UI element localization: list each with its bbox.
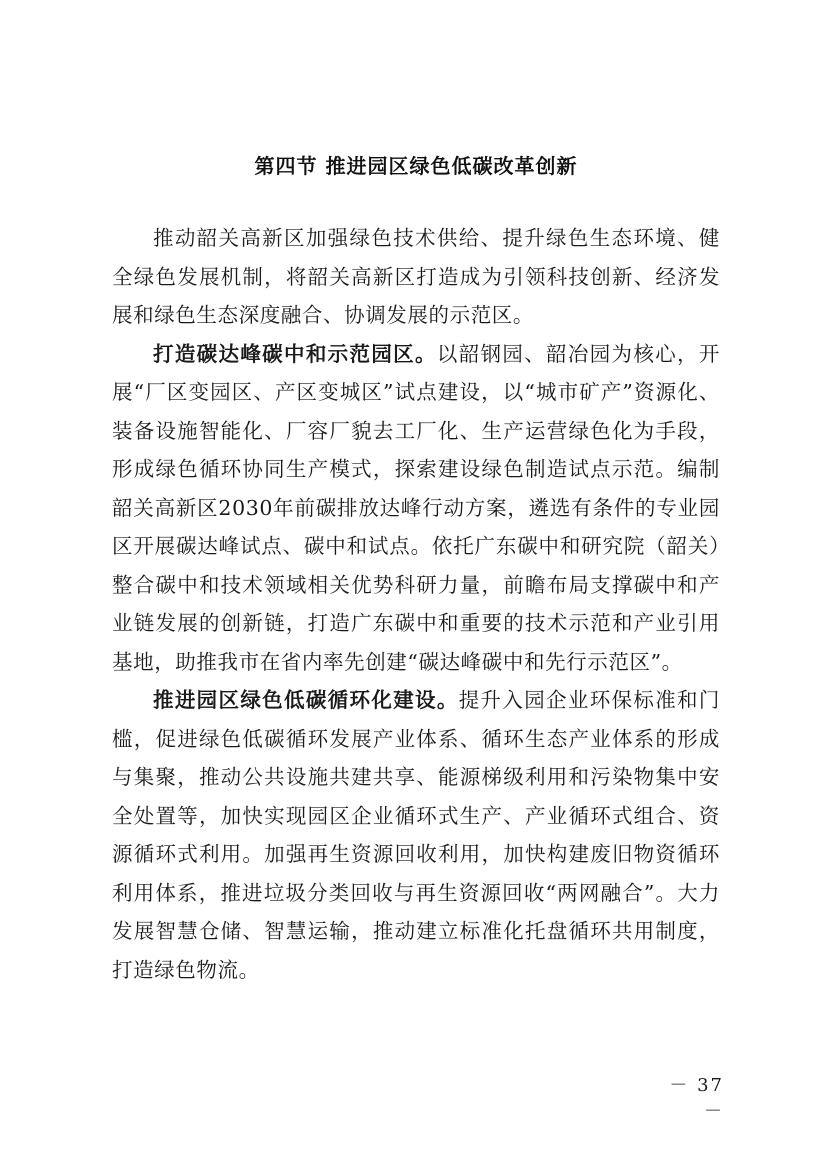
page-number: － 37 － — [669, 1075, 724, 1122]
paragraph-2-text: 以韶钢园、韶冶园为核心，开展“厂区变园区、产区变城区”试点建设，以“城市矿产”资源化、装备设施智能化、厂容厂貌去工厂化、生产运营绿色化为手段，形成绿色循环协同生产模式，探索建设绿色制造试点示范。编制韶关高新区2030年前碳排放达峰行动方案，遴选有条件的专业园区开展碳达峰试点、碳中和试点。依托广东碳中和研究院（韶关）整合碳中和技术领域相关优势科研力量，前瞻布局支撑碳中和产业链发展的创新链，打造广东碳中和重要的技术示范和产业引用基地，助推我市在省内率先创建“碳达峰碳中和先行示范区”。 — [112, 341, 720, 674]
paragraph-2-lead: 打造碳达峰碳中和示范园区。 — [153, 341, 437, 366]
paragraph-1 — [112, 219, 720, 335]
section-body — [112, 219, 720, 989]
paragraph-3-lead: 推进园区绿色低碳循环化建设。 — [153, 688, 459, 712]
paragraph-1-text: 推动韶关高新区加强绿色技术供给、提升绿色生态环境、健全绿色发展机制，将韶关高新区打造成为引领科技创新、经济发展和绿色生态深度融合、协调发展的示范区。 — [112, 226, 720, 327]
section-title: 第四节 推进园区绿色低碳改革创新 — [254, 154, 578, 178]
paragraph-2 — [112, 335, 720, 682]
paragraph-3 — [112, 681, 720, 989]
paragraph-3-text: 提升入园企业环保标准和门槛，促进绿色低碳循环发展产业体系、循环生态产业体系的形成与集聚，推动公共设施共建共享、能源梯级利用和污染物集中安全处置等，加快实现园区企业循环式生产、产业循环式组合、资源循环式利用。加强再生资源回收利用，加快构建废旧物资循环利用体系，推进垃圾分类回收与再生资源回收“两网融合”。大力发展智慧仓储、智慧运输，推动建立标准化托盘循环共用制度，打造绿色物流。 — [112, 688, 720, 982]
